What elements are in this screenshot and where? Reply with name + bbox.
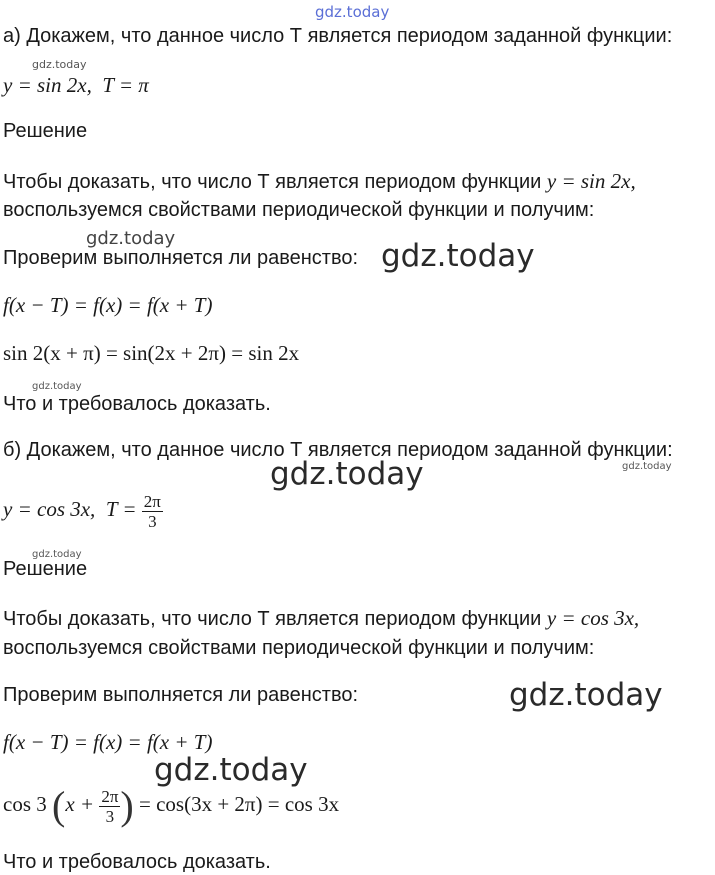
watermark: gdz.today xyxy=(381,238,535,274)
given-function: y = sin 2x, xyxy=(3,73,92,97)
given-function: y = cos 3x, xyxy=(3,497,96,521)
fraction-denominator: 3 xyxy=(148,511,157,531)
calc-lhs: cos 3 xyxy=(3,792,47,816)
part-b-heading: б) Докажем, что данное число Т является периодом заданной функции: xyxy=(3,439,673,461)
intro-text: Чтобы доказать, что число Т является периодом функции xyxy=(3,608,547,630)
part-b-intro-line1 xyxy=(3,606,639,631)
part-b-given xyxy=(3,485,163,533)
period-fraction xyxy=(142,492,163,531)
watermark: gdz.today xyxy=(154,752,308,788)
calc-rhs: = cos(3x + 2π) = cos 3x xyxy=(139,792,340,816)
right-paren: ) xyxy=(120,783,134,829)
part-a-heading: а) Докажем, что данное число Т является периодом заданной функции: xyxy=(3,25,673,47)
part-a-check: Проверим выполняется ли равенство: xyxy=(3,247,359,269)
left-paren: ( xyxy=(52,783,66,829)
part-b-identity: f(x − T) = f(x) = f(x + T) xyxy=(3,730,213,754)
part-a-identity: f(x − T) = f(x) = f(x + T) xyxy=(3,293,213,317)
watermark: gdz.today xyxy=(86,228,176,249)
part-b-intro-line2: воспользуемся свойствами периодической функции и получим: xyxy=(3,637,595,659)
given-period-lhs: T = xyxy=(105,497,137,521)
watermark: gdz.today xyxy=(32,58,87,71)
fraction-numerator: 2π xyxy=(101,786,119,806)
part-a-conclusion: Что и требовалось доказать. xyxy=(3,393,271,415)
watermark: gdz.today xyxy=(270,456,424,492)
part-b-calc xyxy=(3,780,339,830)
part-b-solution-label: Решение xyxy=(3,558,88,580)
watermark: gdz.today xyxy=(509,677,663,713)
part-a-calc: sin 2(x + π) = sin(2x + 2π) = sin 2x xyxy=(3,341,300,365)
part-b-check: Проверим выполняется ли равенство: xyxy=(3,684,359,706)
given-period: T = π xyxy=(102,73,149,97)
part-a-intro-line2: воспользуемся свойствами периодической функции и получим: xyxy=(3,199,595,221)
watermark: gdz.today xyxy=(32,381,82,392)
intro-function: y = sin 2x, xyxy=(546,169,636,193)
watermark: gdz.today xyxy=(622,461,672,472)
calc-fraction xyxy=(99,787,120,826)
part-a-intro-line1 xyxy=(3,169,636,194)
fraction-numerator: 2π xyxy=(143,491,161,511)
intro-function: y = cos 3x, xyxy=(546,606,640,630)
watermark: gdz.today xyxy=(32,549,82,560)
part-b-conclusion: Что и требовалось доказать. xyxy=(3,851,271,873)
intro-text: Чтобы доказать, что число Т является периодом функции xyxy=(3,171,547,193)
part-a-solution-label: Решение xyxy=(3,120,88,142)
watermark: gdz.today xyxy=(315,3,390,21)
part-a-given xyxy=(3,73,149,97)
fraction-denominator: 3 xyxy=(105,806,115,826)
calc-inner: x + xyxy=(65,792,95,816)
